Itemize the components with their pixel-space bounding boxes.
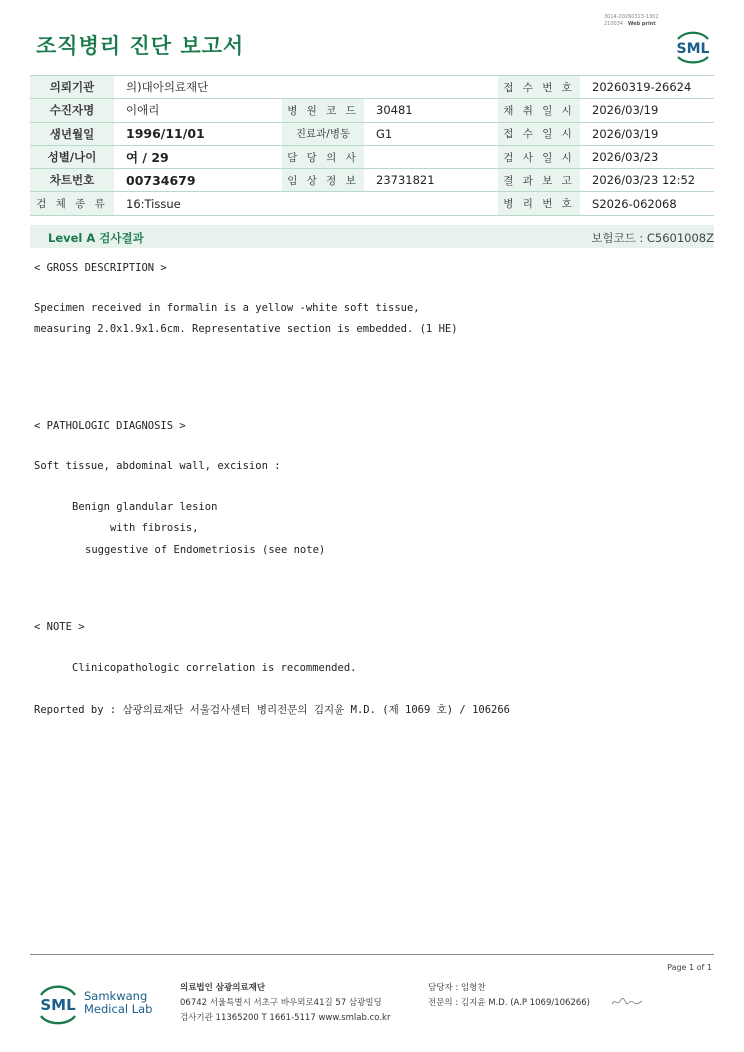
footer-org-name: 의료법인 삼광의료재단 (180, 983, 266, 993)
print-time: 210034 (604, 21, 624, 27)
sml-logo-icon (672, 26, 714, 64)
page-number: Page 1 of 1 (667, 963, 712, 972)
info-row (30, 99, 714, 122)
gross-description-line: measuring 2.0x1.9x1.6cm. Representative section is embedded. (1 HE) (34, 323, 458, 335)
print-info (604, 14, 659, 28)
footer-brand (84, 990, 152, 1016)
print-code: 3014-20260323-1302 (604, 14, 659, 20)
label-department: 진료과/병동 (282, 122, 364, 145)
value-exam-date: 2026/03/23 (580, 145, 714, 168)
diagnosis-line: Soft tissue, abdominal wall, excision : (34, 460, 281, 472)
info-row (30, 192, 714, 215)
label-specimen-type: 검 체 종 류 (30, 192, 114, 215)
footer-brand-line: Medical Lab (84, 1002, 153, 1016)
pathologic-diagnosis-heading: < PATHOLOGIC DIAGNOSIS > (34, 420, 186, 432)
footer-brand-line: Samkwang (84, 989, 148, 1003)
footer-staff (428, 981, 590, 1011)
value-chart-number: 00734679 (114, 169, 282, 192)
insurance-code: 보험코드 : C5601008Z (591, 231, 714, 245)
label-clinical-info: 임 상 정 보 (282, 169, 364, 192)
value-birth-date: 1996/11/01 (114, 122, 282, 145)
label-patient-name: 수진자명 (30, 99, 114, 122)
print-mode: Web print (627, 21, 656, 27)
value-physician (364, 145, 498, 168)
sml-logo-text: SML (676, 41, 710, 57)
value-accession-number: 20260319-26624 (580, 76, 714, 99)
footer-organization (180, 981, 390, 1026)
value-pathology-number: S2026-062068 (580, 192, 714, 215)
label-result-report: 결 과 보 고 (498, 169, 580, 192)
note-line: Clinicopathologic correlation is recommended. (72, 662, 357, 674)
footer-contact: 검사기관 11365200 T 1661-5117 www.smlab.co.kr (180, 1013, 391, 1023)
label-exam-date: 검 사 일 시 (498, 145, 580, 168)
value-specimen-type: 16:Tissue (114, 192, 498, 215)
value-department: G1 (364, 122, 498, 145)
value-sex-age: 여 / 29 (114, 145, 282, 168)
info-row (30, 122, 714, 145)
diagnosis-line: suggestive of Endometriosis (see note) (85, 544, 326, 556)
value-result-report: 2026/03/23 12:52 (580, 169, 714, 192)
value-hospital-code: 30481 (364, 99, 498, 122)
label-sex-age: 성별/나이 (30, 145, 114, 168)
report-title: 조직병리 진단 보고서 (36, 34, 245, 58)
diagnosis-line: Benign glandular lesion (72, 501, 218, 513)
footer-staff-line: 담당자 : 임형찬 (428, 983, 486, 993)
value-clinical-info: 23731821 (364, 169, 498, 192)
value-patient-name: 이애리 (114, 99, 282, 122)
footer-address: 06742 서울특별시 서초구 바우뫼로41길 57 삼광빌딩 (180, 998, 382, 1008)
label-collection-date: 채 취 일 시 (498, 99, 580, 122)
value-received-date: 2026/03/19 (580, 122, 714, 145)
footer-specialist-line: 전문의 : 김지윤 M.D. (A.P 1069/106266) (428, 998, 590, 1008)
info-row (30, 145, 714, 168)
label-chart-number: 차트번호 (30, 169, 114, 192)
gross-description-line: Specimen received in formalin is a yellow -white soft tissue, (34, 302, 420, 314)
value-referring-institution: 의)대아의료재단 (114, 76, 498, 99)
label-accession-number: 접 수 번 호 (498, 76, 580, 99)
label-physician: 담 당 의 사 (282, 145, 364, 168)
footer-divider (30, 954, 714, 955)
reported-by: Reported by : 삼광의료재단 서울검사센터 병리전문의 김지윤 M.D. (제 1069 호) / 106266 (34, 704, 511, 716)
info-row (30, 76, 714, 99)
info-row (30, 169, 714, 192)
signature-image (610, 996, 644, 1008)
diagnosis-line: with fibrosis, (110, 522, 199, 534)
label-hospital-code: 병 원 코 드 (282, 99, 364, 122)
value-collection-date: 2026/03/19 (580, 99, 714, 122)
gross-description-heading: < GROSS DESCRIPTION > (34, 262, 167, 274)
result-level-label: Level A 검사결과 (48, 231, 144, 245)
note-heading: < NOTE > (34, 621, 85, 633)
label-birth-date: 생년월일 (30, 122, 114, 145)
sml-footer-logo-icon (36, 980, 80, 1026)
sml-footer-logo-text: SML (40, 996, 76, 1014)
label-received-date: 접 수 일 시 (498, 122, 580, 145)
patient-info-table (30, 75, 714, 216)
label-pathology-number: 병 리 번 호 (498, 192, 580, 215)
label-referring-institution: 의뢰기관 (30, 76, 114, 99)
